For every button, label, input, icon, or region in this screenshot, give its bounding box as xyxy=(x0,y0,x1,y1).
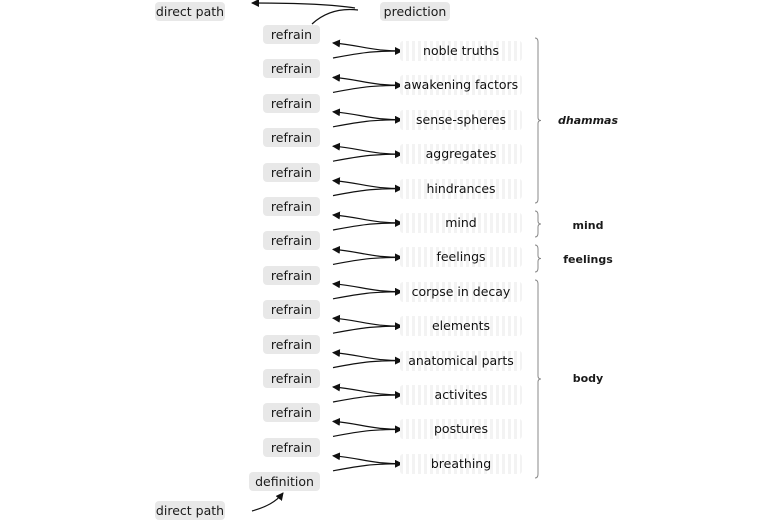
arrow-to-item xyxy=(333,429,402,436)
refrain-label: refrain xyxy=(263,94,320,113)
arrow-to-item xyxy=(333,154,402,161)
refrain-label: refrain xyxy=(263,300,320,319)
arrow-refrain-to-prediction xyxy=(312,10,358,24)
arrow-to-item xyxy=(333,326,402,333)
arrow-to-item xyxy=(333,257,402,264)
arrow-to-item xyxy=(333,51,402,58)
direct-path-top-label: direct path xyxy=(155,4,225,19)
refrain-label: refrain xyxy=(263,25,320,44)
refrain-label: refrain xyxy=(263,335,320,354)
arrow-to-item xyxy=(333,292,402,299)
arrow-to-refrain xyxy=(333,112,402,120)
refrain-label: refrain xyxy=(263,369,320,388)
group-label-dhammas: dhammas xyxy=(557,114,619,127)
arrow-direct-path-to-definition xyxy=(252,493,283,511)
arrow-to-item xyxy=(333,464,402,471)
group-label-body: body xyxy=(572,372,604,385)
contemplation-item: aggregates xyxy=(400,144,522,164)
contemplation-item: breathing xyxy=(400,454,522,474)
contemplation-item: sense-spheres xyxy=(400,110,522,130)
brace-body xyxy=(535,280,541,478)
group-label-mind: mind xyxy=(572,219,604,232)
refrain-label: refrain xyxy=(263,231,320,250)
arrow-to-item xyxy=(333,120,402,127)
arrow-to-refrain xyxy=(333,146,402,154)
arrow-to-refrain xyxy=(333,456,402,464)
arrow-to-refrain xyxy=(333,43,402,51)
brace-dhammas xyxy=(535,38,541,203)
refrain-label: refrain xyxy=(263,266,320,285)
contemplation-item: activites xyxy=(400,385,522,405)
contemplation-item: corpse in decay xyxy=(400,282,522,302)
definition-label: definition xyxy=(249,472,320,491)
contemplation-item: postures xyxy=(400,419,522,439)
arrow-to-item xyxy=(333,223,402,230)
refrain-label: refrain xyxy=(263,163,320,182)
prediction-label: prediction xyxy=(380,2,450,21)
refrain-label: refrain xyxy=(263,128,320,147)
arrow-to-refrain xyxy=(333,215,402,223)
contemplation-item: awakening factors xyxy=(400,75,522,95)
arrow-to-refrain xyxy=(333,421,402,429)
arrow-to-refrain xyxy=(333,77,402,85)
arrow-to-refrain xyxy=(333,353,402,361)
arrow-to-item xyxy=(333,395,402,402)
direct-path-bottom-label: direct path xyxy=(155,503,225,518)
contemplation-item: anatomical parts xyxy=(400,351,522,371)
arrow-to-item xyxy=(333,85,402,92)
group-label-feelings: feelings xyxy=(563,253,613,266)
arrow-prediction-to-direct-path xyxy=(252,3,355,8)
arrow-to-refrain xyxy=(333,181,402,189)
brace-feelings xyxy=(535,245,541,272)
contemplation-item: elements xyxy=(400,316,522,336)
arrow-to-refrain xyxy=(333,249,402,257)
refrain-label: refrain xyxy=(263,403,320,422)
refrain-label: refrain xyxy=(263,59,320,78)
arrow-to-refrain xyxy=(333,284,402,292)
contemplation-item: noble truths xyxy=(400,41,522,61)
arrow-to-item xyxy=(333,189,402,196)
arrow-to-item xyxy=(333,361,402,368)
brace-mind xyxy=(535,211,541,237)
contemplation-item: hindrances xyxy=(400,179,522,199)
arrow-to-refrain xyxy=(333,318,402,326)
arrow-to-refrain xyxy=(333,387,402,395)
refrain-label: refrain xyxy=(263,438,320,457)
contemplation-item: mind xyxy=(400,213,522,233)
contemplation-item: feelings xyxy=(400,247,522,267)
refrain-label: refrain xyxy=(263,197,320,216)
